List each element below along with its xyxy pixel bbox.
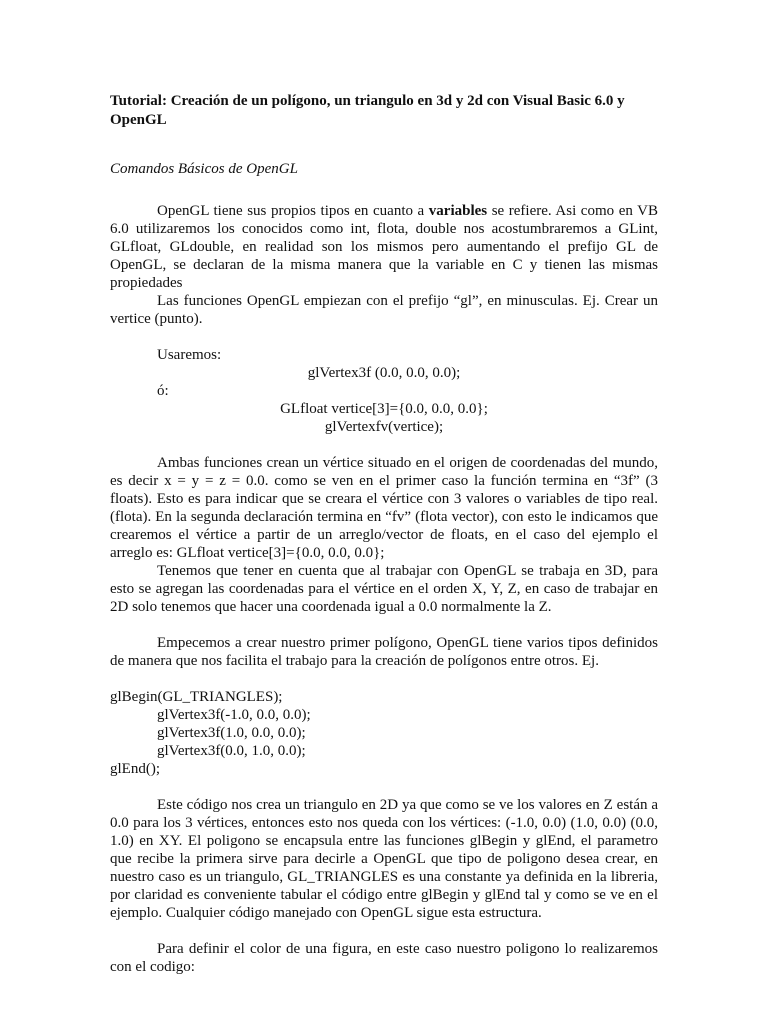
- code-vertex-2: glVertex3f(1.0, 0.0, 0.0);: [157, 725, 306, 741]
- code-vertex-3: glVertex3f(0.0, 1.0, 0.0);: [157, 743, 306, 759]
- paragraph-ambas-funciones: Ambas funciones crean un vértice situado en el origen de coordenadas del mundo, es decir x = y = z = 0.0. como se ven en el primer caso la función termina en “3f” (3 floats). Esto es para indicar que se creara el vértice con 3 valores o variables de tipo real. (flota). En la segunda declaración termina en “fv” (flota vector), con esto le indicamos que crearemos el vértice a partir de un arreglo/vector de floats, en el caso del ejemplo el arreglo es: GLfloat vertice[3]={0.0, 0.0, 0.0};: [110, 455, 658, 561]
- code-vertex3f: glVertex3f (0.0, 0.0, 0.0);: [307, 365, 461, 381]
- o-label: ó:: [157, 383, 169, 399]
- paragraph-color: Para definir el color de una figura, en este caso nuestro poligono lo realizaremos con el codigo:: [110, 941, 658, 975]
- paragraph-variables-start: OpenGL tiene sus propios tipos en cuanto a: [157, 203, 429, 219]
- usaremos-label: Usaremos:: [157, 347, 222, 363]
- document-title: Tutorial: Creación de un polígono, un triangulo en 3d y 2d con Visual Basic 6.0 y OpenGL: [110, 93, 625, 128]
- code-vertex-1: glVertex3f(-1.0, 0.0, 0.0);: [157, 707, 311, 723]
- paragraph-variables-end: se refiere. Asi como en VB 6.0 utilizaremos los conocidos como int, flota, double nos acostumbraremos a GLint, GLfloat, GLdouble, en realidad son los mismos pero aumentando el prefijo GL de OpenGL, se declaran de la misma manera que la variable en C y tienen las mismas propiedades: [110, 203, 658, 291]
- document-page: [110, 92, 658, 976]
- section-subtitle: Comandos Básicos de OpenGL: [110, 161, 298, 177]
- code-glbegin: glBegin(GL_TRIANGLES);: [110, 689, 283, 705]
- code-vertexfv: glVertexfv(vertice);: [324, 419, 444, 435]
- paragraph-variables: [110, 202, 658, 292]
- paragraph-prefix-gl: Las funciones OpenGL empiezan con el prefijo “gl”, en minusculas. Ej. Crear un vertice (punto).: [110, 293, 658, 327]
- code-glfloat-array: GLfloat vertice[3]={0.0, 0.0, 0.0};: [280, 401, 488, 417]
- paragraph-3d: Tenemos que tener en cuenta que al trabajar con OpenGL se trabaja en 3D, para esto se agregan las coordenadas para el vértice en el orden X, Y, Z, en caso de trabajar en 2D solo tenemos que hacer una coordenada igual a 0.0 normalmente la Z.: [110, 563, 658, 615]
- paragraph-triangulo-2d: Este código nos crea un triangulo en 2D ya que como se ve los valores en Z están a 0.0 para los 3 vértices, entonces esto nos queda con los vértices: (-1.0, 0.0) (1.0, 0.0) (0.0, 1.0) en XY. El poligono se encapsula entre las funciones glBegin y glEnd, el parametro que recibe la primera sirve para decirle a OpenGL que tipo de poligono desea crear, en nuestro caso es un triangulo, GL_TRIANGLES es una constante ya definida en la libreria, por claridad es conveniente tabular el código entre glBegin y glEnd tal y como se ve en el ejemplo. Cualquier código manejado con OpenGL sigue esta estructura.: [110, 797, 658, 921]
- paragraph-primer-poligono: Empecemos a crear nuestro primer polígono, OpenGL tiene varios tipos definidos de manera que nos facilita el trabajo para la creación de polígonos entre otros. Ej.: [110, 635, 658, 669]
- keyword-variables: variables: [428, 203, 488, 219]
- code-glend: glEnd();: [110, 761, 160, 777]
